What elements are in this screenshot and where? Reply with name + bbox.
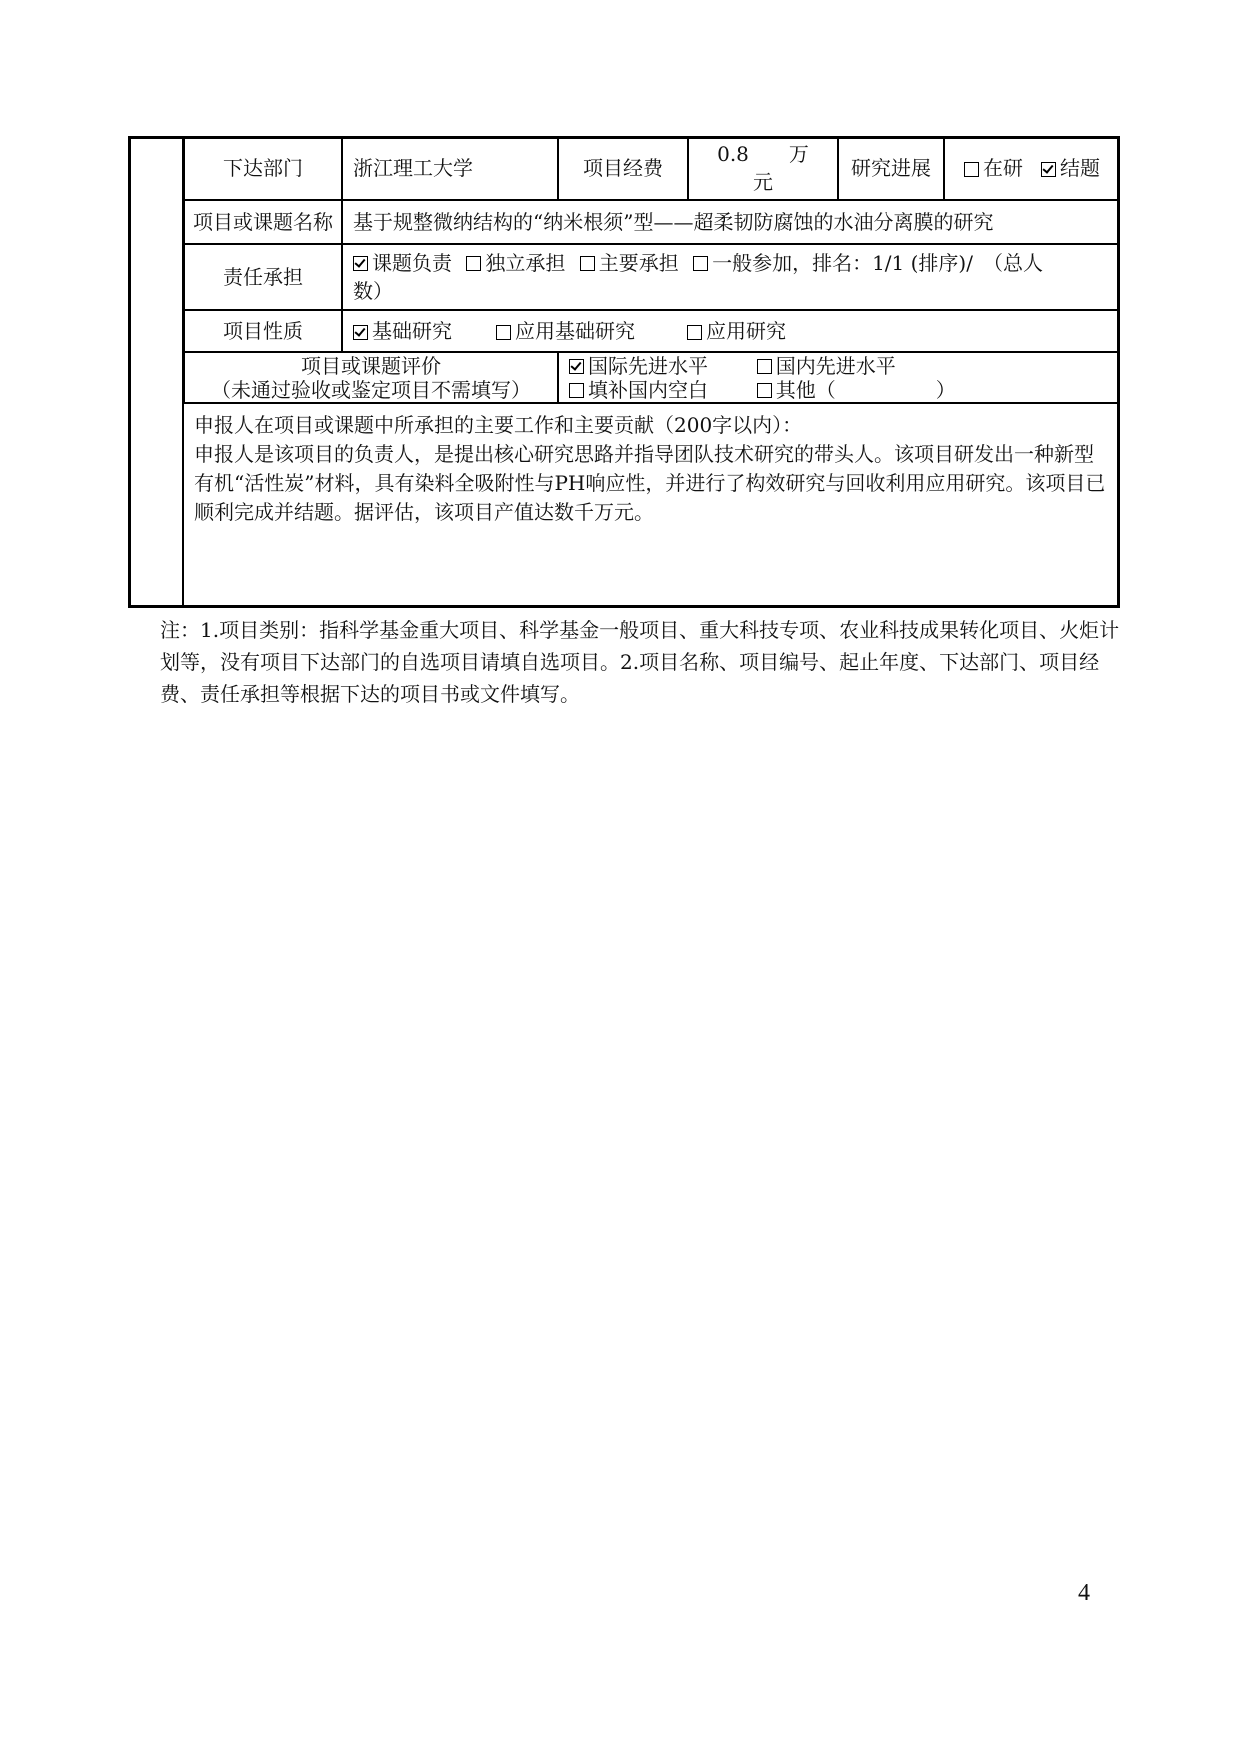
eval-other-label: 其他（ ） (775, 378, 956, 402)
nature-options (342, 310, 1120, 352)
funding-value-line1: 0.8 万 (717, 142, 809, 166)
resp-lead-checkbox[interactable] (353, 256, 368, 271)
funding-value (688, 136, 838, 200)
eval-domestic-checkbox[interactable] (757, 359, 772, 374)
eval-international-label: 国际先进水平 (588, 354, 708, 378)
resp-independent-label: 独立承担 (485, 251, 566, 275)
eval-fill-gap-label: 填补国内空白 (588, 378, 708, 402)
funding-label: 项目经费 (558, 136, 688, 200)
dept-label: 下达部门 (184, 136, 342, 200)
nature-applied-label: 应用研究 (706, 319, 786, 343)
progress-ongoing-label: 在研 (983, 156, 1023, 180)
evaluation-label-line1: 项目或课题评价 (301, 354, 441, 378)
funding-value-line2: 元 (753, 170, 773, 194)
nature-applied-basic-checkbox[interactable] (496, 325, 511, 340)
eval-international-checkbox[interactable] (569, 359, 584, 374)
contribution-section (184, 402, 1118, 606)
project-name-label: 项目或课题名称 (184, 200, 342, 244)
resp-lead-label: 课题负责 (372, 251, 452, 275)
eval-other-checkbox[interactable] (757, 383, 772, 398)
contribution-heading: 申报人在项目或课题中所承担的主要工作和主要贡献（200字以内）： (194, 413, 803, 437)
responsibility-options (342, 244, 1120, 310)
resp-general-label: 一般参加，排名：1/1 (排序)/ （总人 (712, 251, 1043, 275)
contribution-body: 申报人是该项目的负责人，是提出核心研究思路并指导团队技术研究的带头人。该项目研发出一种新型有机“活性炭”材料，具有染料全吸附性与PH响应性，并进行了构效研究与回收利用应用研究。该项目已顺利完成并结题。据评估，该项目产值达数千万元。 (194, 442, 1106, 524)
evaluation-label (184, 352, 558, 404)
resp-main-checkbox[interactable] (580, 256, 595, 271)
eval-fill-gap-checkbox[interactable] (569, 383, 584, 398)
resp-main-label: 主要承担 (598, 251, 679, 275)
progress-completed-checkbox[interactable] (1041, 162, 1056, 177)
evaluation-label-line2: （未通过验收或鉴定项目不需填写） (211, 378, 531, 402)
eval-domestic-label: 国内先进水平 (775, 354, 896, 378)
nature-applied-checkbox[interactable] (687, 325, 702, 340)
nature-basic-label: 基础研究 (372, 319, 452, 343)
progress-label: 研究进展 (838, 136, 944, 200)
resp-independent-checkbox[interactable] (466, 256, 481, 271)
responsibility-line2: 数） (353, 279, 393, 303)
progress-completed-label: 结题 (1060, 156, 1100, 180)
progress-ongoing-checkbox[interactable] (964, 162, 979, 177)
evaluation-options (558, 352, 1120, 404)
footnote: 注：1.项目类别：指科学基金重大项目、科学基金一般项目、重大科技专项、农业科技成果转化项目、火炬计划等，没有项目下达部门的自选项目请填自选项目。2.项目名称、项目编号、起止年度、下达部门、项目经费、责任承担等根据下达的项目书或文件填写。 (160, 618, 1120, 706)
page-number: 4 (1078, 1580, 1090, 1606)
progress-options (944, 136, 1120, 200)
resp-general-checkbox[interactable] (693, 256, 708, 271)
responsibility-line1 (353, 249, 1043, 277)
evaluation-line1 (569, 354, 896, 378)
nature-applied-basic-label: 应用基础研究 (515, 319, 635, 343)
evaluation-line2 (569, 378, 956, 402)
nature-basic-checkbox[interactable] (353, 325, 368, 340)
dept-value: 浙江理工大学 (342, 136, 558, 200)
responsibility-label: 责任承担 (184, 244, 342, 310)
nature-label: 项目性质 (184, 310, 342, 352)
project-name-value: 基于规整微纳结构的“纳米根须”型——超柔韧防腐蚀的水油分离膜的研究 (342, 200, 1120, 244)
